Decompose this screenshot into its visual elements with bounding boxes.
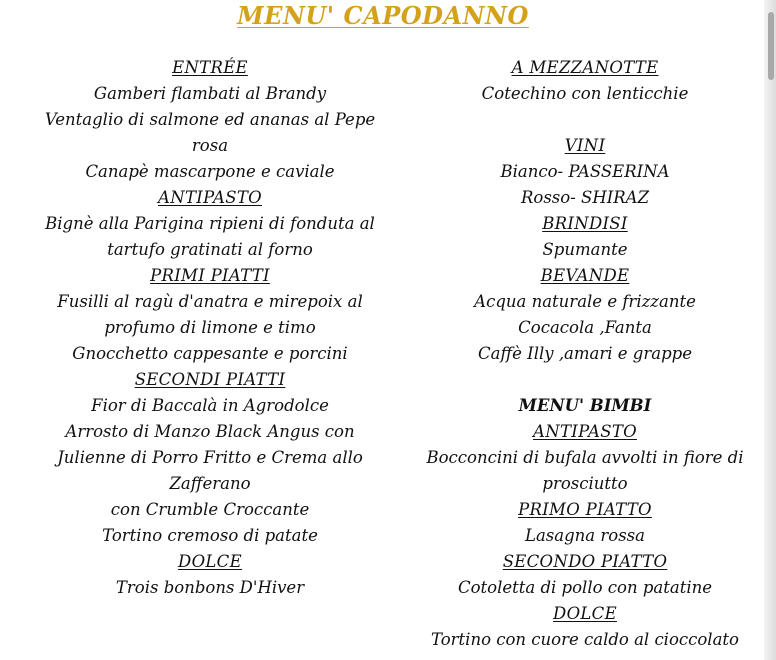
menu-item: Tortino con cuore caldo al cioccolato: [430, 630, 739, 649]
left-column: [40, 55, 380, 601]
menu-item: Gnocchetto cappesante e porcini: [72, 344, 348, 363]
menu-item: Arrosto di Manzo Black Angus con Julienne di Porro Fritto e Crema allo Zafferano: [57, 422, 363, 493]
menu-item: Bignè alla Parigina ripieni di fonduta al tartufo gratinati al forno: [45, 214, 375, 259]
section-heading-secondi: SECONDI PIATTI: [134, 370, 286, 389]
menu-title: MENU' CAPODANNO: [237, 1, 529, 30]
menu-item: Gamberi flambati al Brandy: [93, 84, 327, 103]
menu-item: Trois bonbons D'Hiver: [115, 578, 305, 597]
section-heading-entree: ENTRÉE: [172, 58, 248, 77]
scrollbar-track[interactable]: [764, 0, 776, 660]
menu-item: Caffè Illy ,amari e grappe: [478, 344, 692, 363]
menu-item: Tortino cremoso di patate: [102, 526, 318, 545]
menu-item: Cotoletta di pollo con patatine: [457, 578, 713, 597]
section-heading-mezzanotte: A MEZZANOTTE: [511, 58, 659, 77]
menu-item: Fusilli al ragù d'anatra e mirepoix al profumo di limone e timo: [57, 292, 363, 337]
section-heading-bimbi-primo: PRIMO PIATTO: [518, 500, 652, 519]
menu-item: con Crumble Croccante: [110, 500, 310, 519]
scrollbar-thumb[interactable]: [768, 12, 774, 80]
section-heading-antipasto: ANTIPASTO: [158, 188, 262, 207]
menu-item: Spumante: [542, 240, 628, 259]
section-heading-primi: PRIMI PIATTI: [150, 266, 270, 285]
menu-item: Lasagna rossa: [525, 526, 645, 545]
section-title-bimbi: MENU' BIMBI: [518, 396, 652, 415]
section-heading-brindisi: BRINDISI: [542, 214, 628, 233]
menu-item: Acqua naturale e frizzante: [474, 292, 696, 311]
menu-item: Cotechino con lenticchie: [481, 84, 689, 103]
menu-item: Bianco- PASSERINA: [500, 162, 670, 181]
spacer: [420, 367, 750, 393]
spacer: [420, 107, 750, 133]
section-heading-dolce: DOLCE: [178, 552, 242, 571]
menu-item: Cocacola ,Fanta: [518, 318, 652, 337]
section-heading-bimbi-dolce: DOLCE: [553, 604, 617, 623]
menu-item: Fior di Baccalà in Agrodolce: [91, 396, 329, 415]
section-heading-bimbi-secondo: SECONDO PIATTO: [502, 552, 668, 571]
section-heading-bimbi-antipasto: ANTIPASTO: [533, 422, 637, 441]
right-column: [420, 55, 750, 653]
menu-item: Bocconcini di bufala avvolti in fiore di prosciutto: [426, 448, 744, 493]
menu-item: Rosso- SHIRAZ: [520, 188, 650, 207]
menu-item: Ventaglio di salmone ed ananas al Pepe rosa: [44, 110, 376, 155]
menu-item: Canapè mascarpone e caviale: [85, 162, 335, 181]
section-heading-bevande: BEVANDE: [540, 266, 630, 285]
section-heading-vini: VINI: [564, 136, 606, 155]
